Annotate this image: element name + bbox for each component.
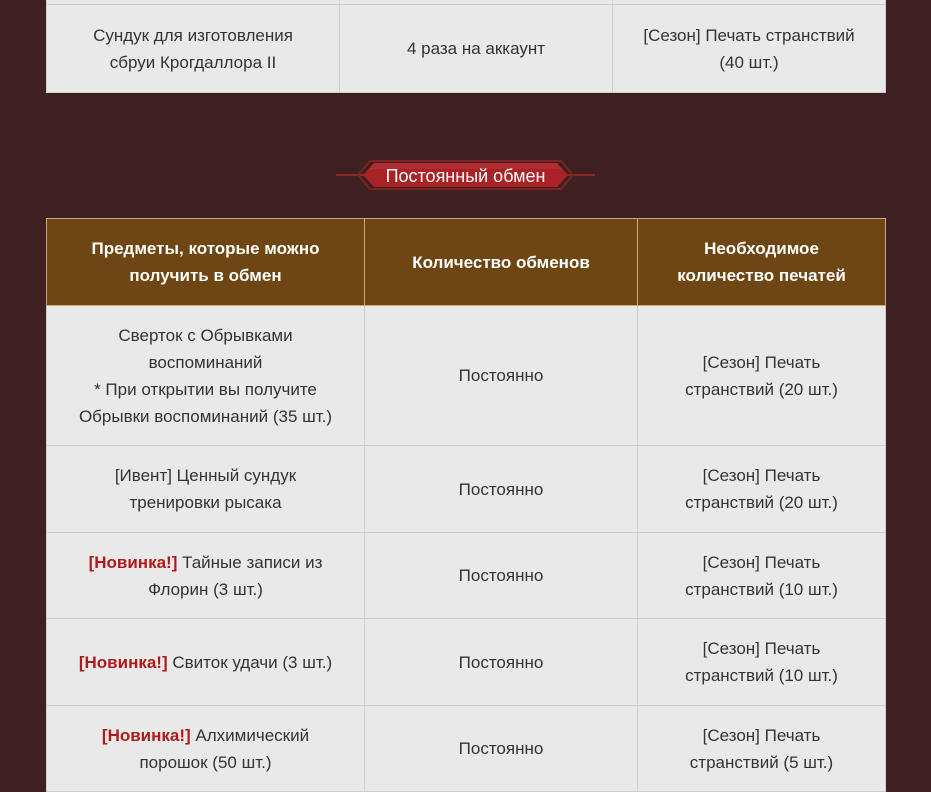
item-note: Обрывки воспоминаний (35 шт.) (78, 406, 333, 426)
item-text: [Ивент] Ценный сундук (114, 466, 297, 485)
previous-exchange-table (46, 0, 886, 93)
item-text: сбруи Крогдаллора II (109, 52, 277, 72)
cost-cell (613, 5, 886, 93)
count-cell (365, 619, 638, 706)
item-text: воспоминаний (148, 352, 263, 372)
count-cell (365, 533, 638, 619)
item-cell (47, 5, 340, 93)
table-header-row (47, 219, 886, 306)
item-text: Свиток удачи (3 шт.) (167, 652, 333, 672)
cost-text: [Сезон] Печать странствий (643, 25, 855, 45)
count-text: 4 раза на аккаунт (406, 39, 546, 58)
item-text: порошок (50 шт.) (139, 752, 272, 772)
item-text: Флорин (3 шт.) (148, 579, 263, 599)
table-row (47, 619, 886, 706)
cost-text: странствий (10 шт.) (685, 666, 838, 685)
item-note: * При открытии вы получите (94, 379, 317, 399)
item-cell (47, 619, 365, 706)
cost-text: странствий (10 шт.) (685, 579, 838, 599)
count-text: Постоянно (458, 652, 544, 672)
item-cell (47, 533, 365, 619)
count-text: Постоянно (458, 479, 544, 499)
count-cell (340, 5, 613, 93)
cost-text: [Сезон] Печать (702, 466, 821, 485)
count-text: Постоянно (458, 739, 544, 758)
cost-text: странствий (20 шт.) (685, 379, 838, 399)
count-text: Постоянно (458, 366, 544, 385)
count-cell (365, 306, 638, 446)
section-title: Постоянный обмен (385, 166, 546, 186)
cost-cell (638, 533, 886, 619)
item-cell (47, 306, 365, 446)
new-badge: [Новинка!] (101, 725, 191, 745)
count-cell (365, 446, 638, 533)
item-text: тренировки рысака (129, 493, 282, 512)
cost-cell (638, 706, 886, 792)
item-text: Тайные записи из (177, 552, 323, 572)
section-title-banner (336, 158, 595, 194)
cost-text: [Сезон] Печать (702, 352, 821, 372)
new-badge: [Новинка!] (78, 652, 168, 672)
item-cell (47, 446, 365, 533)
cost-text: (40 шт.) (719, 52, 779, 72)
cost-text: странствий (5 шт.) (689, 752, 834, 772)
table-row (47, 706, 886, 792)
count-text: Постоянно (458, 566, 544, 585)
item-text: Сверток с Обрывками (118, 325, 293, 345)
column-header-count: Количество обменов (365, 219, 638, 306)
new-badge: [Новинка!] (88, 552, 178, 572)
cost-text: [Сезон] Печать (702, 725, 821, 745)
item-cell (47, 706, 365, 792)
item-text: Сундук для изготовления (93, 25, 293, 45)
column-header-items: Предметы, которые можно получить в обмен (47, 219, 365, 306)
permanent-exchange-table (46, 218, 886, 792)
table-row (47, 306, 886, 446)
table-row (47, 5, 886, 93)
count-cell (365, 706, 638, 792)
cost-cell (638, 619, 886, 706)
cost-text: [Сезон] Печать (702, 552, 821, 572)
table-row (47, 446, 886, 533)
cost-text: [Сезон] Печать (702, 639, 821, 658)
column-header-cost: Необходимое количество печатей (638, 219, 886, 306)
cost-text: странствий (20 шт.) (685, 493, 838, 512)
cost-cell (638, 446, 886, 533)
cost-cell (638, 306, 886, 446)
table-row (47, 533, 886, 619)
item-text: Алхимический (190, 725, 310, 745)
